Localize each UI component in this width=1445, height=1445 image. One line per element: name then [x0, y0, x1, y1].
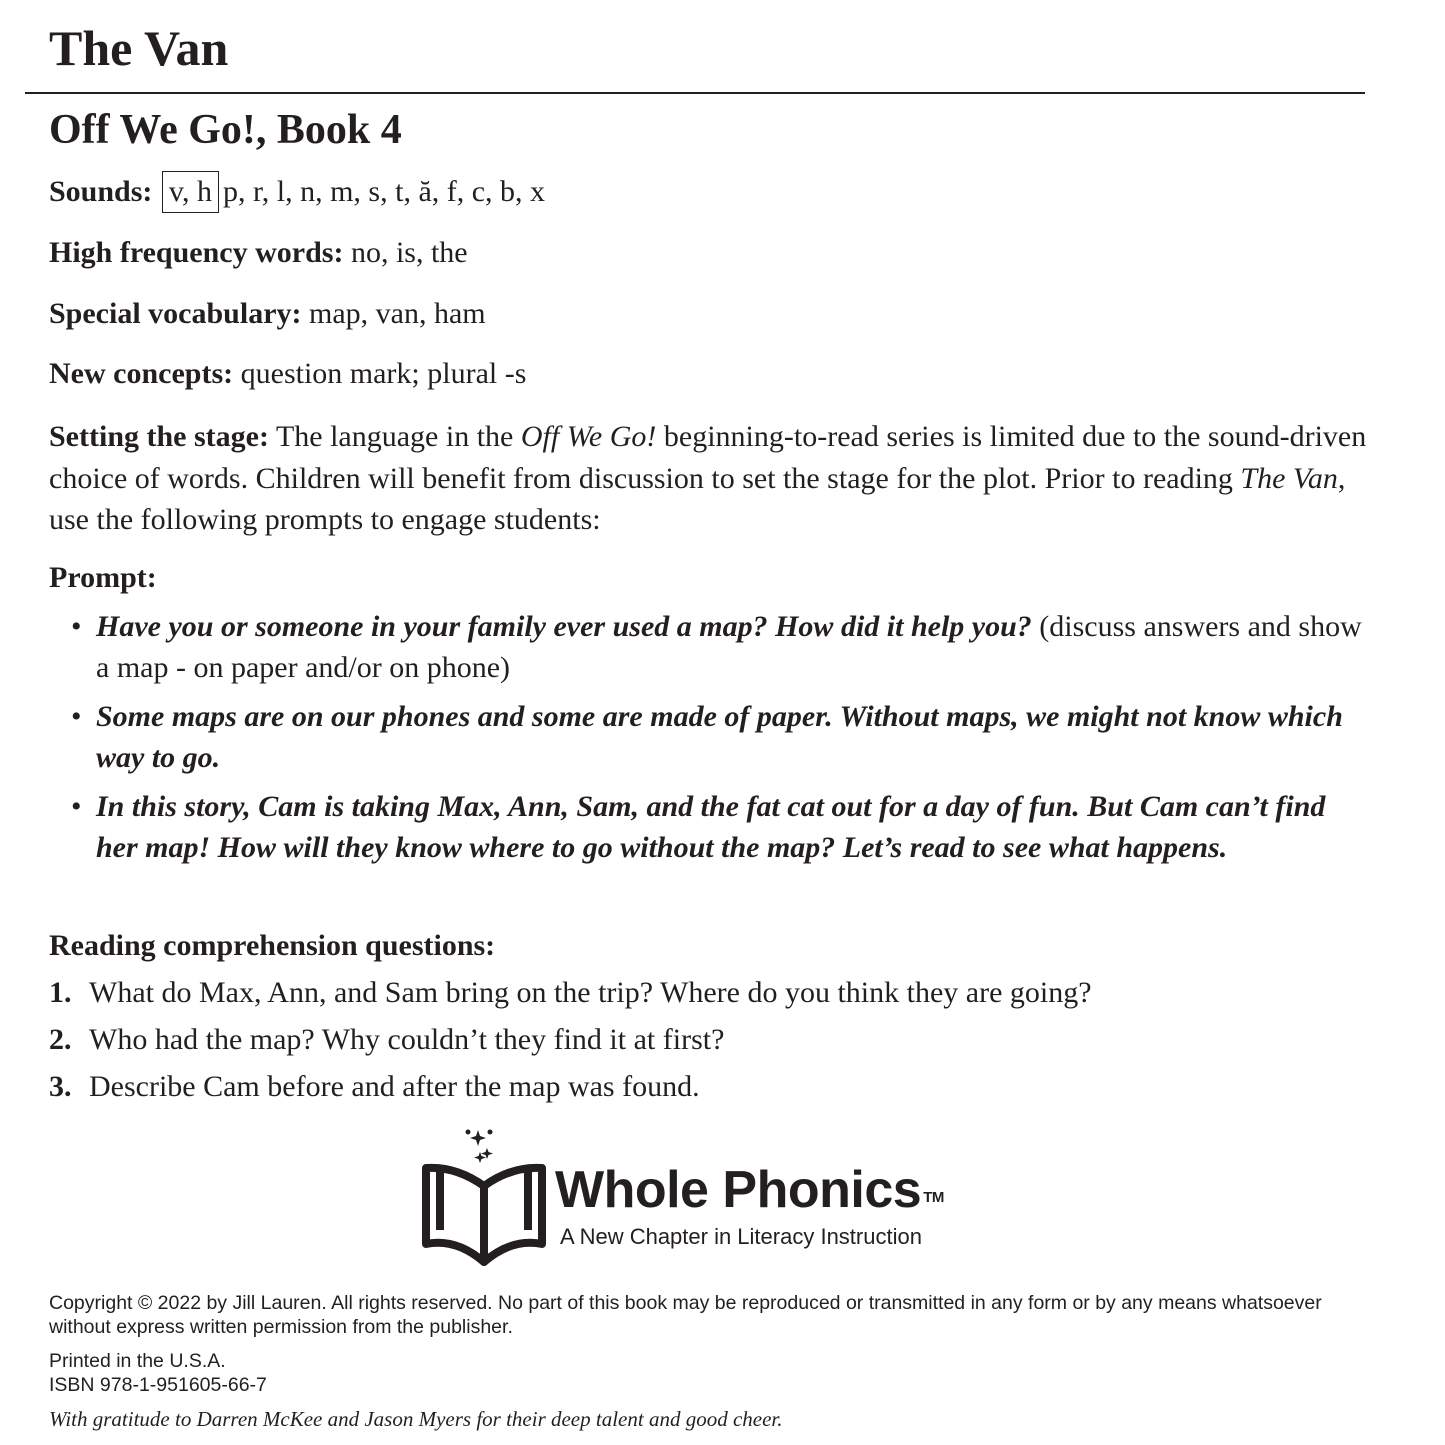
- whole-phonics-logo: [420, 1126, 1020, 1276]
- setting-stage-text-3: , use the following prompts to engage students:: [49, 461, 1346, 536]
- copyright-notice: Copyright © 2022 by Jill Lauren. All rights reserved. No part of this book may be reproduced or transmitted in any form or by any means whatsoever without express written permission from the publisher.: [49, 1292, 1322, 1338]
- setting-stage-text-2: beginning-to-read series is limited due to the sound-driven choice of words. Children will benefit from discussion to set the stage for the plot. Prior to reading: [49, 420, 1367, 495]
- bullet-point: •: [71, 790, 82, 823]
- sounds-boxed: v, h: [162, 171, 219, 213]
- prompt-note: (discuss answers and show a map - on paper and/or on phone): [96, 610, 1362, 684]
- question-number: 2.: [49, 1023, 72, 1056]
- sparkle-dot: [488, 1130, 493, 1135]
- new-concepts-line: [49, 356, 526, 392]
- comprehension-list: [49, 975, 1092, 1116]
- question-number: 3.: [49, 1070, 72, 1103]
- series-title: Off We Go!: [520, 420, 657, 453]
- gratitude-note: With gratitude to Darren McKee and Jason Myers for their deep talent and good cheer.: [49, 1407, 783, 1431]
- bullet-point: •: [71, 700, 82, 733]
- printed-info: [49, 1349, 267, 1397]
- high-frequency-line: [49, 235, 468, 271]
- comprehension-item: [49, 1069, 1092, 1105]
- special-vocabulary-value: map, van, ham: [309, 297, 486, 330]
- sounds-line: [49, 174, 545, 210]
- sparkle-dot: [466, 1130, 471, 1135]
- book-subtitle: Off We Go!, Book 4: [49, 107, 402, 153]
- new-concepts-label: New concepts:: [49, 357, 234, 390]
- brand-name: [555, 1160, 944, 1220]
- question-text: Who had the map? Why couldn’t they find it at first?: [89, 1023, 725, 1056]
- sounds-rest: p, r, l, n, m, s, t, ă, f, c, b, x: [222, 175, 546, 208]
- comprehension-label: Reading comprehension questions:: [49, 929, 496, 962]
- setting-stage-text-1: The language in the: [275, 420, 514, 453]
- prompt-list: [49, 606, 1369, 876]
- brand-tagline: A New Chapter in Literacy Instruction: [560, 1224, 922, 1249]
- high-frequency-label: High frequency words:: [49, 236, 344, 269]
- isbn: ISBN 978-1-951605-66-7: [49, 1374, 267, 1396]
- setting-stage-label: Setting the stage:: [49, 420, 269, 453]
- comprehension-item: [49, 975, 1092, 1011]
- prompt-item: [49, 606, 1369, 688]
- printed-in: Printed in the U.S.A.: [49, 1350, 226, 1372]
- brand-name-text: Whole Phonics: [555, 1161, 922, 1219]
- prompt-item: [49, 786, 1369, 868]
- book-title: The Van: [1240, 461, 1338, 495]
- page-title: The Van: [49, 20, 229, 76]
- sparkle-icon: [470, 1130, 486, 1146]
- setting-the-stage: [49, 416, 1389, 541]
- prompt-question: Some maps are on our phones and some are made of paper. Without maps, we might not know which way to go.: [96, 700, 1343, 774]
- title-divider: [25, 92, 1365, 94]
- special-vocabulary-label: Special vocabulary:: [49, 297, 302, 330]
- comprehension-heading: [49, 928, 495, 964]
- sounds-label: Sounds:: [49, 175, 153, 208]
- prompt-item: [49, 696, 1369, 778]
- high-frequency-value: no, is, the: [350, 236, 468, 269]
- question-text: What do Max, Ann, and Sam bring on the trip? Where do you think they are going?: [89, 976, 1092, 1009]
- question-number: 1.: [49, 976, 72, 1009]
- comprehension-item: [49, 1022, 1092, 1058]
- prompt-heading: [49, 560, 157, 596]
- special-vocabulary-line: [49, 296, 486, 332]
- new-concepts-value: question mark; plural -s: [240, 357, 527, 390]
- prompt-label: Prompt:: [49, 561, 157, 594]
- open-book-icon: [420, 1126, 550, 1276]
- prompt-question: In this story, Cam is taking Max, Ann, Sam, and the fat cat out for a day of fun. But Cam can’t find her map! How will they know where to go without the map? Let’s read to see what happens.: [96, 790, 1326, 864]
- prompt-question: Have you or someone in your family ever used a map? How did it help you?: [96, 610, 1032, 643]
- question-text: Describe Cam before and after the map was found.: [89, 1070, 700, 1103]
- bullet-point: •: [71, 610, 82, 643]
- trademark-mark: TM: [923, 1189, 944, 1206]
